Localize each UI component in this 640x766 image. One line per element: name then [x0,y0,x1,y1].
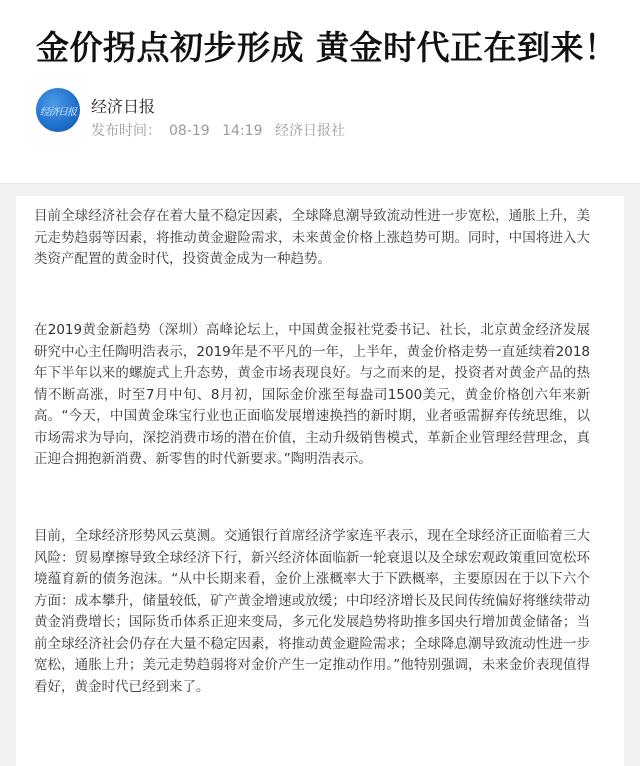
article-header [0,0,640,184]
publish-time-label: 发布时间： [91,123,161,139]
source-logo-text: 经济日报 [40,107,76,118]
publish-date: 08-19 [169,123,210,139]
article-body [16,196,624,766]
publish-meta [91,120,353,140]
source-name[interactable]: 经济日报 [91,97,156,116]
paragraph-1: 目前全球经济社会存在着大量不稳定因素，全球降息潮导致流动性进一步宽松，通胀上升，美元走势趋弱等因素，将推动黄金避险需求，未来黄金价格上涨趋势可期。同时，中国将进入大类资产配置的黄金时代，投资黄金成为一种趋势。 [34,208,590,267]
publish-clock: 14:19 [222,123,263,139]
paragraph-3: 目前，全球经济形势风云莫测。交通银行首席经济学家连平表示，现在全球经济正面临着三大风险：贸易摩擦导致全球经济下行，新兴经济体面临新一轮衰退以及全球宏观政策重回宽松环境蕴育新的债务泡沫。“从中长期来看，金价上涨概率大于下跌概率，主要原因在于以下六个方面：成本攀升，储量较低，矿产黄金增速或放缓；中印经济增长及民间传统偏好将继续带动黄金消费增长；国际货币体系正迎来变局，多元化发展趋势将助推多国央行增加黄金储备；当前全球经济社会仍存在大量不稳定因素，将推动黄金避险需求；全球降息潮导致流动性进一步宽松，通胀上升；美元走势趋弱将对金价产生一定推动作用。”他特别强调，未来金价表现值得看好，黄金时代已经到来了。 [34,528,590,695]
publisher: 经济日报社 [274,123,345,139]
article-title: 金价拐点初步形成 黄金时代正在到来！ [36,28,618,67]
paragraph-2: 在2019黄金新趋势（深圳）高峰论坛上，中国黄金报社党委书记、社长，北京黄金经济发展研究中心主任陶明浩表示，2019年是不平凡的一年，上半年，黄金价格走势一直延续着2018年下半年以来的螺旋式上升态势，黄金市场表现良好。与之而来的是，投资者对黄金产品的热情不断高涨，时至7月中旬、8月初，国际金价涨至每盎司1500美元，黄金价格创六年来新高。“今天，中国黄金珠宝行业也正面临发展增速换挡的新时期，业者亟需摒弃传统思维，以市场需求为导向，深挖消费市场的潜在价值，主动升级销售模式，革新企业管理经营理念，真正迎合拥抱新消费、新零售的时代新要求。”陶明浩表示。 [34,322,590,467]
source-avatar[interactable] [36,88,80,132]
